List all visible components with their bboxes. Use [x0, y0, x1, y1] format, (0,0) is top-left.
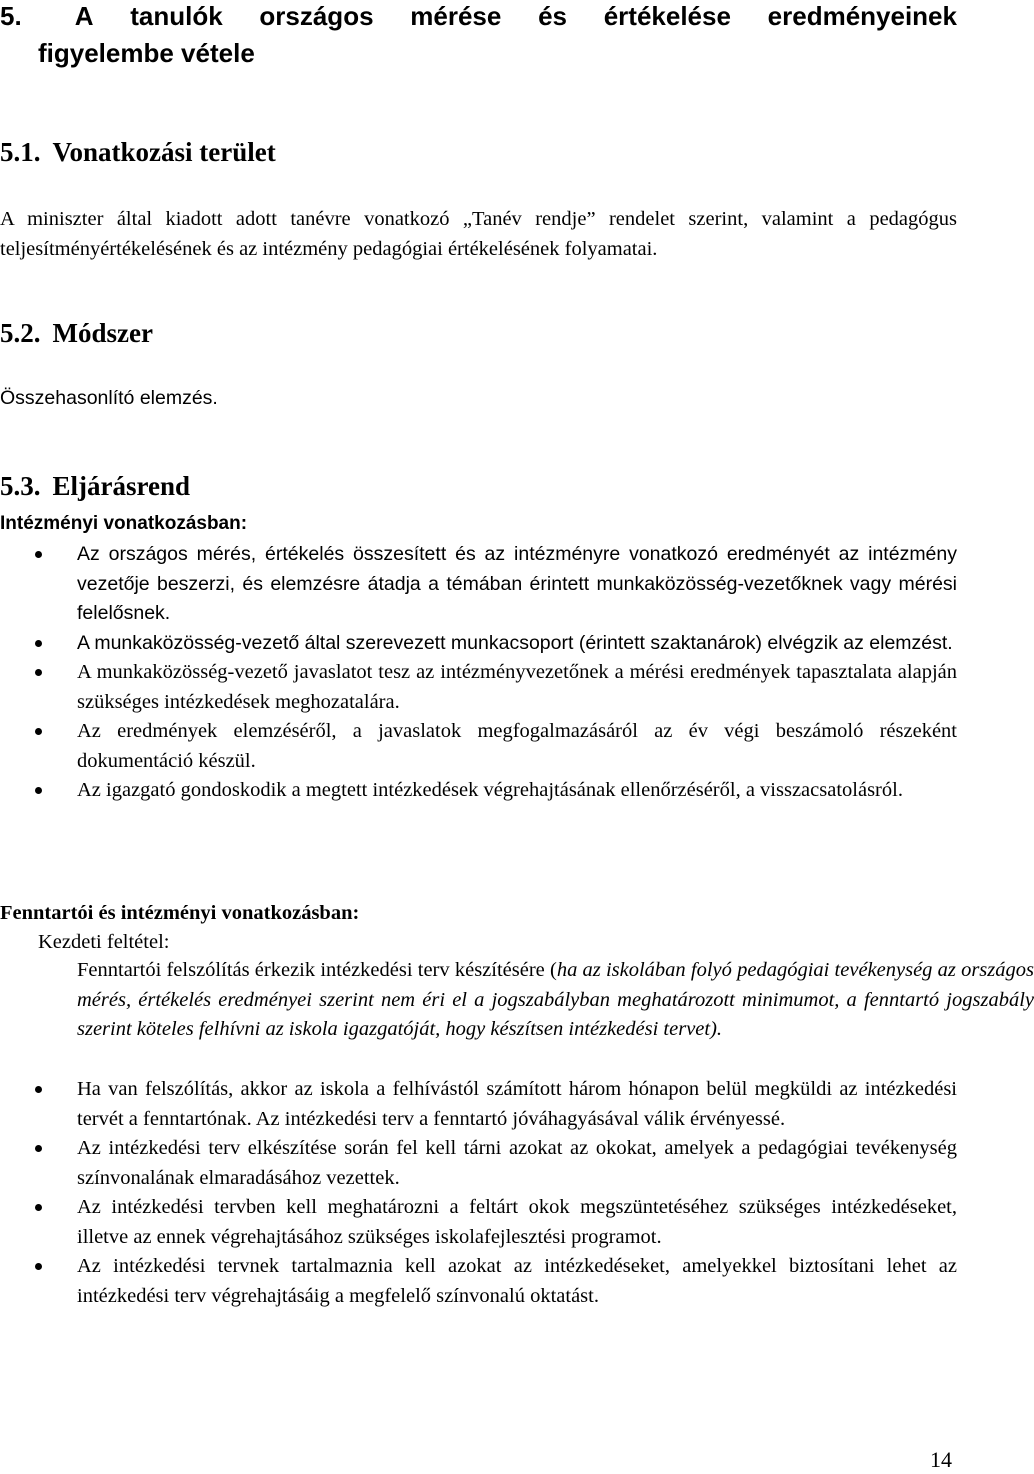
list-item: Az intézkedési tervben kell meghatározni a feltárt okok megszüntetéséhez szükséges intézkedéseket, illetve az ennek végrehajtásához szükséges iskolafejlesztési programot.	[0, 1193, 957, 1252]
section-heading-5-3	[0, 470, 957, 502]
section-number: 5.1.	[0, 137, 41, 167]
section-number: 5.3.	[0, 471, 41, 501]
chapter-heading-line1	[0, 0, 957, 35]
list-item: Az országos mérés, értékelés összesített és az intézményre vonatkozó eredményét az intézmény vezetője beszerzi, és elemzésre átadja a témában érintett munkaközösség-vezetőknek vagy mérési felelősnek.	[0, 540, 957, 629]
chapter-heading-line2: figyelembe vétele	[38, 38, 255, 68]
chapter-heading	[0, 0, 957, 72]
section-heading-5-1	[0, 136, 957, 168]
list-item: Az intézkedési terv elkészítése során fel kell tárni azokat az okokat, amelyek a pedagógiai tevékenység színvonalának elmaradásához vezettek.	[0, 1134, 957, 1193]
bullet-icon	[35, 640, 42, 647]
chapter-number: 5.	[0, 1, 22, 31]
maintainer-bullet-list	[0, 1075, 957, 1311]
institutional-subheading: Intézményi vonatkozásban:	[0, 513, 248, 534]
bullet-icon	[35, 1145, 42, 1152]
chapter-word: eredményeinek	[767, 1, 957, 31]
list-item: Ha van felszólítás, akkor az iskola a felhívástól számított három hónapon belül megküldi az intézkedési tervét a fenntartónak. Az intézkedési terv a fenntartó jóváhagyásával válik érvényessé.	[0, 1075, 957, 1134]
section-5-1-paragraph: A miniszter által kiadott adott tanévre vonatkozó „Tanév rendje” rendelet szerint, valamint a pedagógus teljesítményértékelésének és az intézmény pedagógiai értékelésének folyamatai.	[0, 208, 957, 260]
initial-condition-text: Fenntartói felszólítás érkezik intézkedési terv készítésére (ha az iskolában folyó pedagógiai tevékenység az országos mérés, értékelés eredményei szerint nem éri el a jogszabályban meghatározott minimumot, a fenntartó jogszabály szerint köteles felhívni az iskola igazgatóját, hogy készítsen intézkedési tervet).	[77, 959, 1034, 1040]
section-title: Vonatkozási terület	[52, 137, 276, 167]
bullet-icon	[35, 1204, 42, 1211]
section-5-2-paragraph: Összehasonlító elemzés.	[0, 387, 218, 409]
institutional-bullet-list	[0, 540, 957, 806]
section-title: Módszer	[52, 318, 153, 348]
initial-condition-label: Kezdeti feltétel:	[38, 931, 170, 953]
bullet-icon	[35, 669, 42, 676]
maintainer-subheading: Fenntartói és intézményi vonatkozásban:	[0, 902, 360, 924]
list-item: A munkaközösség-vezető által szerevezett munkacsoport (érintett szaktanárok) elvégzik az elemzést.	[0, 629, 957, 659]
bullet-icon	[35, 728, 42, 735]
chapter-word: és	[538, 1, 567, 31]
list-item: Az eredmények elemzéséről, a javaslatok megfogalmazásáról az év végi beszámoló részeként dokumentáció készül.	[0, 717, 957, 776]
list-item: Az igazgató gondoskodik a megtett intézkedések végrehajtásának ellenőrzéséről, a visszacsatolásról.	[0, 776, 957, 806]
section-title: Eljárásrend	[52, 471, 191, 501]
page-number: 14	[930, 1447, 952, 1472]
section-heading-5-2	[0, 317, 957, 349]
bullet-icon	[35, 551, 42, 558]
section-number: 5.2.	[0, 318, 41, 348]
bullet-icon	[35, 1263, 42, 1270]
chapter-word: értékelése	[603, 1, 731, 31]
list-item: Az intézkedési tervnek tartalmaznia kell azokat az intézkedéseket, amelyekkel biztosítani lehet az intézkedési terv végrehajtásáig a megfelelő színvonalú oktatást.	[0, 1252, 957, 1311]
bullet-icon	[35, 1086, 42, 1093]
chapter-word: országos	[259, 1, 374, 31]
bullet-icon	[35, 787, 42, 794]
chapter-word: A	[74, 1, 94, 31]
chapter-word: tanulók	[130, 1, 223, 31]
chapter-word: mérése	[410, 1, 502, 31]
list-item: A munkaközösség-vezető javaslatot tesz az intézményvezetőnek a mérési eredmények tapasztalata alapján szükséges intézkedések meghozatalára.	[0, 658, 957, 717]
